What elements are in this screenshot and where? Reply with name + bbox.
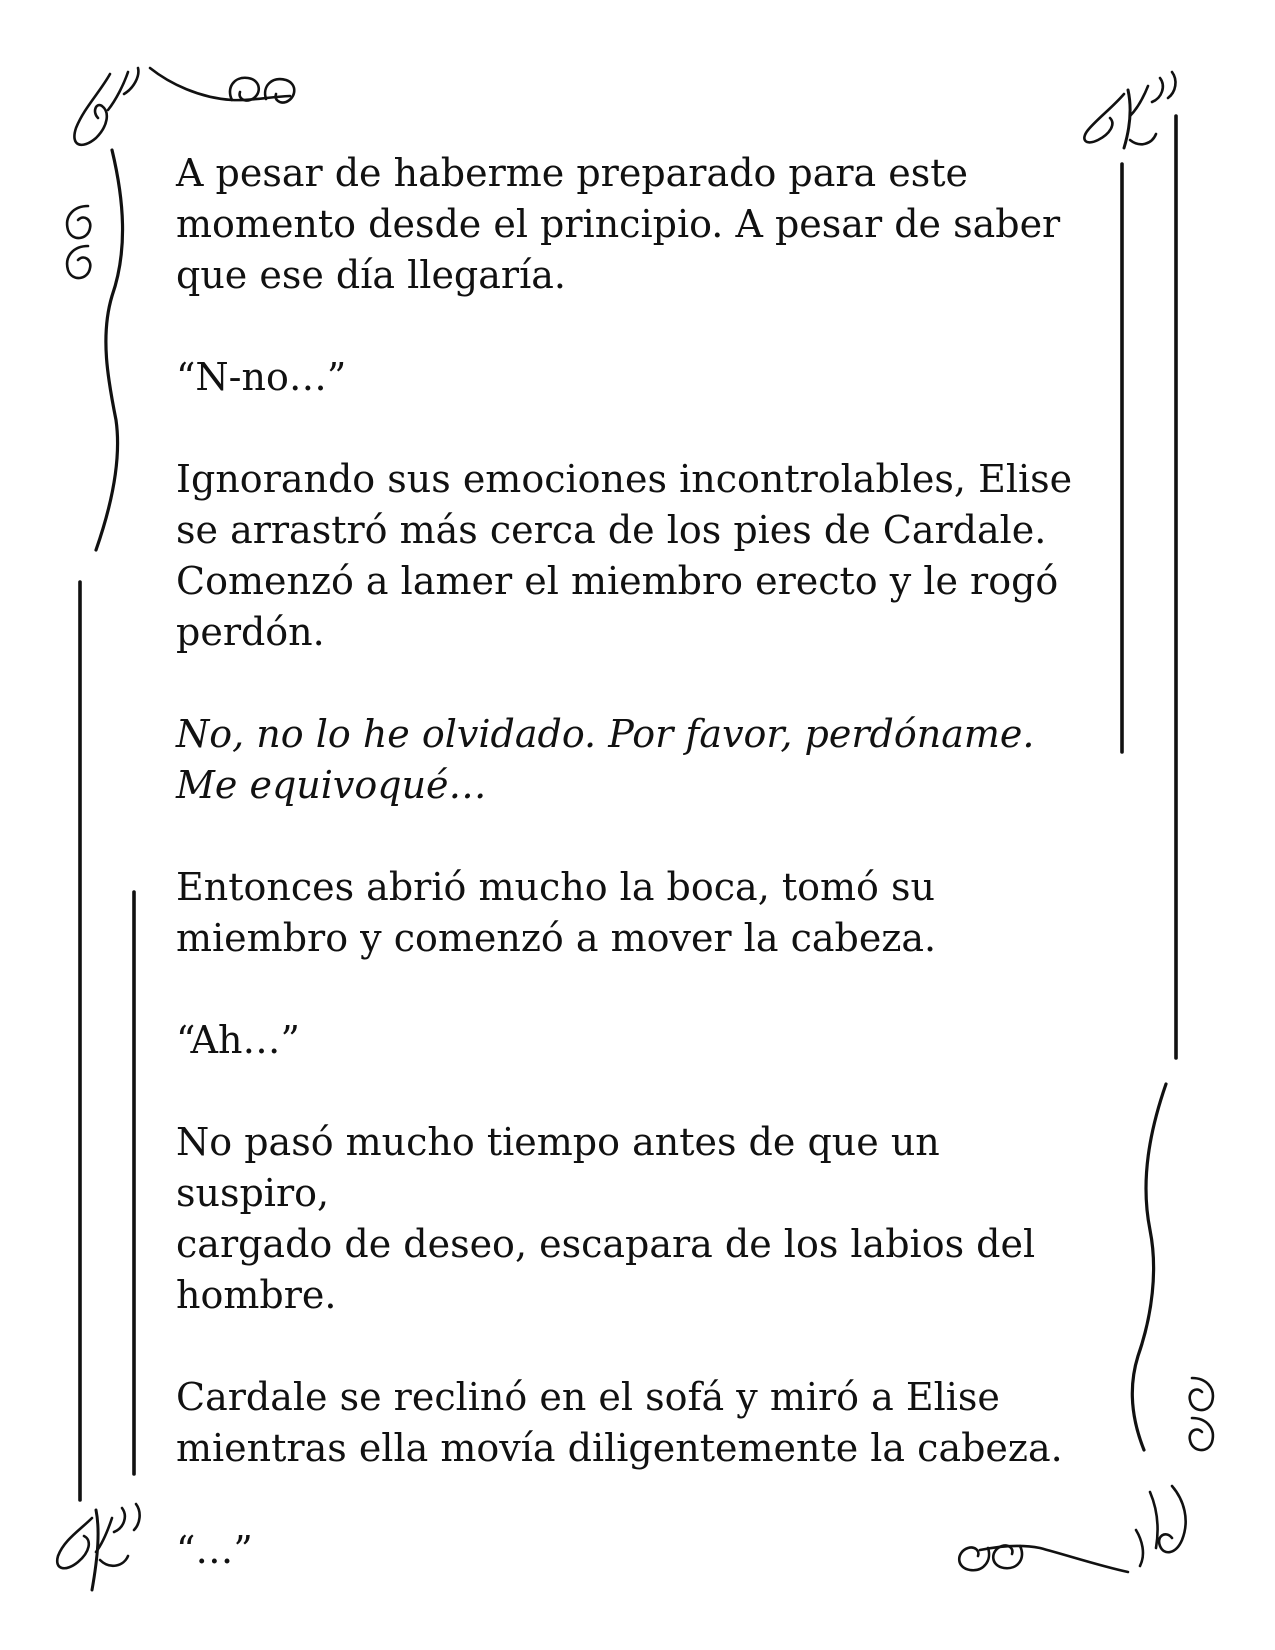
bottom-left-flourish-icon xyxy=(57,1504,139,1590)
paragraph: Cardale se reclinó en el sofá y miró a Elise mientras ella movía diligentemente la cabeza. xyxy=(176,1375,1063,1470)
paragraph: No pasó mucho tiempo antes de que un suspiro, cargado de deseo, escapara de los labios del hombre. xyxy=(176,1120,1036,1317)
page-text xyxy=(176,148,1096,1576)
dialogue-line: “N-no…” xyxy=(176,355,347,399)
dialogue-line: “…” xyxy=(176,1528,253,1572)
paragraph: Entonces abrió mucho la boca, tomó su miembro y comenzó a mover la cabeza. xyxy=(176,865,937,960)
top-right-flourish-icon xyxy=(1084,72,1175,148)
dialogue-line: “Ah…” xyxy=(176,1018,300,1062)
paragraph: A pesar de haberme preparado para este momento desde el principio. A pesar de saber que ese día llegaría. xyxy=(176,151,1061,297)
paragraph: Ignorando sus emociones incontrolables, Elise se arrastró más cerca de los pies de Cardale. Comenzó a lamer el miembro erecto y le rogó perdón. xyxy=(176,457,1073,654)
inner-thought: No, no lo he olvidado. Por favor, perdóname. Me equivoqué… xyxy=(176,712,1035,807)
